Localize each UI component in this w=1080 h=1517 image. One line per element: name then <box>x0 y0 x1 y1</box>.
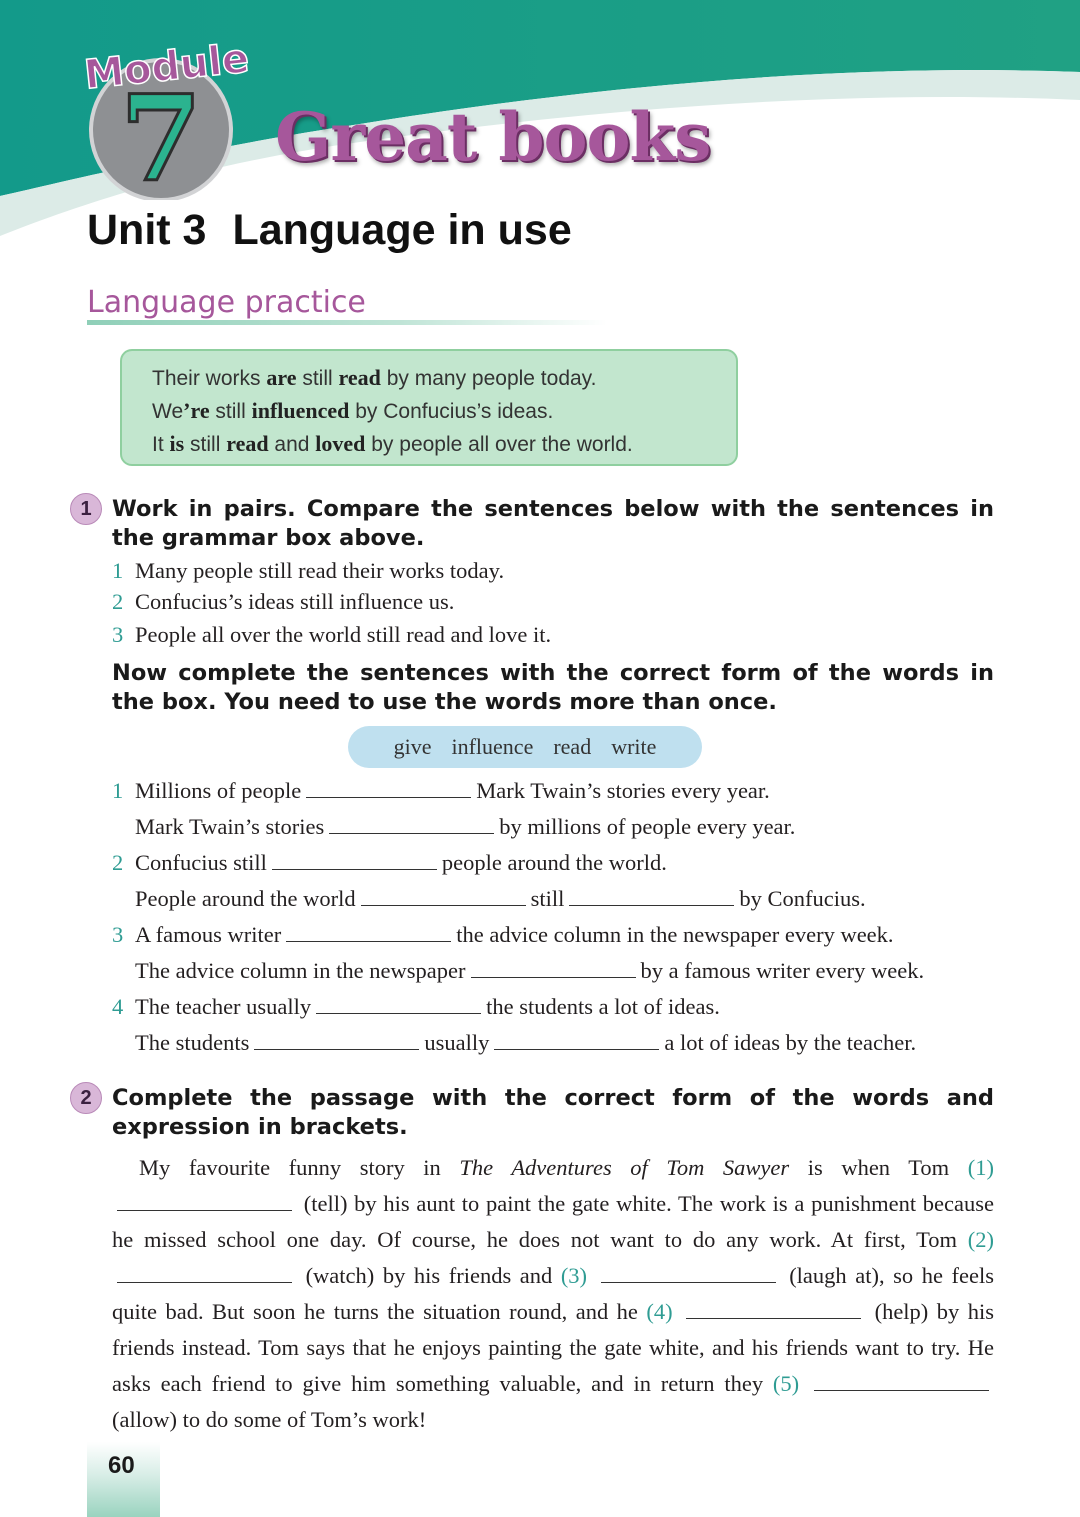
answer-blank[interactable] <box>306 777 471 798</box>
exercise-1-instruction-2: Now complete the sentences with the correct form of the words in the box. You need to use the words more than once. <box>112 660 994 715</box>
word-give: give <box>393 734 432 759</box>
blank-number: (2) <box>967 1227 994 1252</box>
grammar-line: Their works are still read by many people today. <box>152 365 597 390</box>
answer-blank[interactable] <box>361 885 526 906</box>
answer-blank[interactable] <box>272 849 437 870</box>
module-7-badge <box>70 20 260 200</box>
passage: My favourite funny story in The Adventures of Tom Sawyer is when Tom (1) (tell) by his aunt to paint the gate white. The work is a punishment because he missed school one day. Of course, he does not want to do any work. At first, Tom (2) (watch) by his friends and (3) (laugh at), so he feels quite bad. But soon he turns the situation round, and he (4) (help) by his friends instead. Tom says that he enjoys painting the gate white, and his friends want to try. He asks each friend to give him something valuable, and in return they (5) (allow) to do some of Tom’s work! <box>112 1155 995 1432</box>
exercise-1-number: 1 <box>70 493 102 525</box>
unit-heading <box>87 206 572 255</box>
item-number: 3 <box>112 922 124 947</box>
item-number: 4 <box>112 994 124 1019</box>
answer-blank[interactable] <box>814 1370 989 1391</box>
item-number: 1 <box>112 778 124 803</box>
sentence-4b: The students usually a lot of ideas by the teacher. <box>135 1030 917 1055</box>
answer-blank[interactable] <box>494 1029 659 1050</box>
answer-blank[interactable] <box>316 993 481 1014</box>
compare-sentence: 3 People all over the world still read and love it. <box>112 622 552 647</box>
page-number: 60 <box>108 1452 135 1479</box>
blank-number: (4) <box>646 1299 673 1324</box>
grammar-line: We’re still influenced by Confucius’s ideas. <box>152 398 554 423</box>
blank-number: (5) <box>772 1371 800 1396</box>
item-number: 2 <box>112 850 124 875</box>
sentence-4a: 4 The teacher usually the students a lot of ideas. <box>112 994 720 1019</box>
unit-label: Unit 3 <box>87 206 207 254</box>
answer-blank[interactable] <box>569 885 734 906</box>
word-write: write <box>611 734 657 759</box>
section-underline <box>87 320 607 325</box>
exercise-2-number: 2 <box>70 1082 102 1114</box>
answer-blank[interactable] <box>117 1190 292 1211</box>
exercise-1-instruction: Work in pairs. Compare the sentences below with the sentences in the grammar box above. <box>112 496 994 551</box>
sentence-1a: 1 Millions of people Mark Twain’s stories every year. <box>112 778 770 803</box>
answer-blank[interactable] <box>601 1262 776 1283</box>
item-number: 2 <box>112 589 124 614</box>
module-title: Great books <box>275 98 711 176</box>
answer-blank[interactable] <box>329 813 494 834</box>
blank-number: (1) <box>967 1155 994 1180</box>
answer-blank[interactable] <box>471 957 636 978</box>
grammar-line: It is still read and loved by people all over the world. <box>152 431 633 456</box>
grammar-box <box>120 349 738 466</box>
sentence-3b: The advice column in the newspaper by a famous writer every week. <box>135 958 925 983</box>
item-number: 1 <box>112 558 124 583</box>
sentence-1b: Mark Twain’s stories by millions of people every year. <box>135 814 796 839</box>
sentence-2b: People around the world still by Confucius. <box>135 886 866 911</box>
sentence-3a: 3 A famous writer the advice column in the newspaper every week. <box>112 922 894 947</box>
word-read: read <box>553 734 592 759</box>
item-number: 3 <box>112 622 124 647</box>
blank-number: (3) <box>560 1263 588 1288</box>
exercise-2-instruction: Complete the passage with the correct form of the words and expression in brackets. <box>112 1085 994 1140</box>
answer-blank[interactable] <box>117 1262 292 1283</box>
word-influence: influence <box>451 734 534 759</box>
module-word: Module <box>82 35 252 99</box>
compare-sentence: 2 Confucius’s ideas still influence us. <box>112 589 455 614</box>
section-title: Language practice <box>87 285 366 320</box>
word-box <box>348 726 702 768</box>
answer-blank[interactable] <box>686 1298 861 1319</box>
compare-sentence: 1 Many people still read their works today. <box>112 558 505 583</box>
book-title: The Adventures of Tom Sawyer <box>459 1155 790 1180</box>
module-number: 7 <box>119 69 203 200</box>
answer-blank[interactable] <box>254 1029 419 1050</box>
sentence-2a: 2 Confucius still people around the world. <box>112 850 667 875</box>
unit-title: Language in use <box>232 206 572 254</box>
answer-blank[interactable] <box>286 921 451 942</box>
